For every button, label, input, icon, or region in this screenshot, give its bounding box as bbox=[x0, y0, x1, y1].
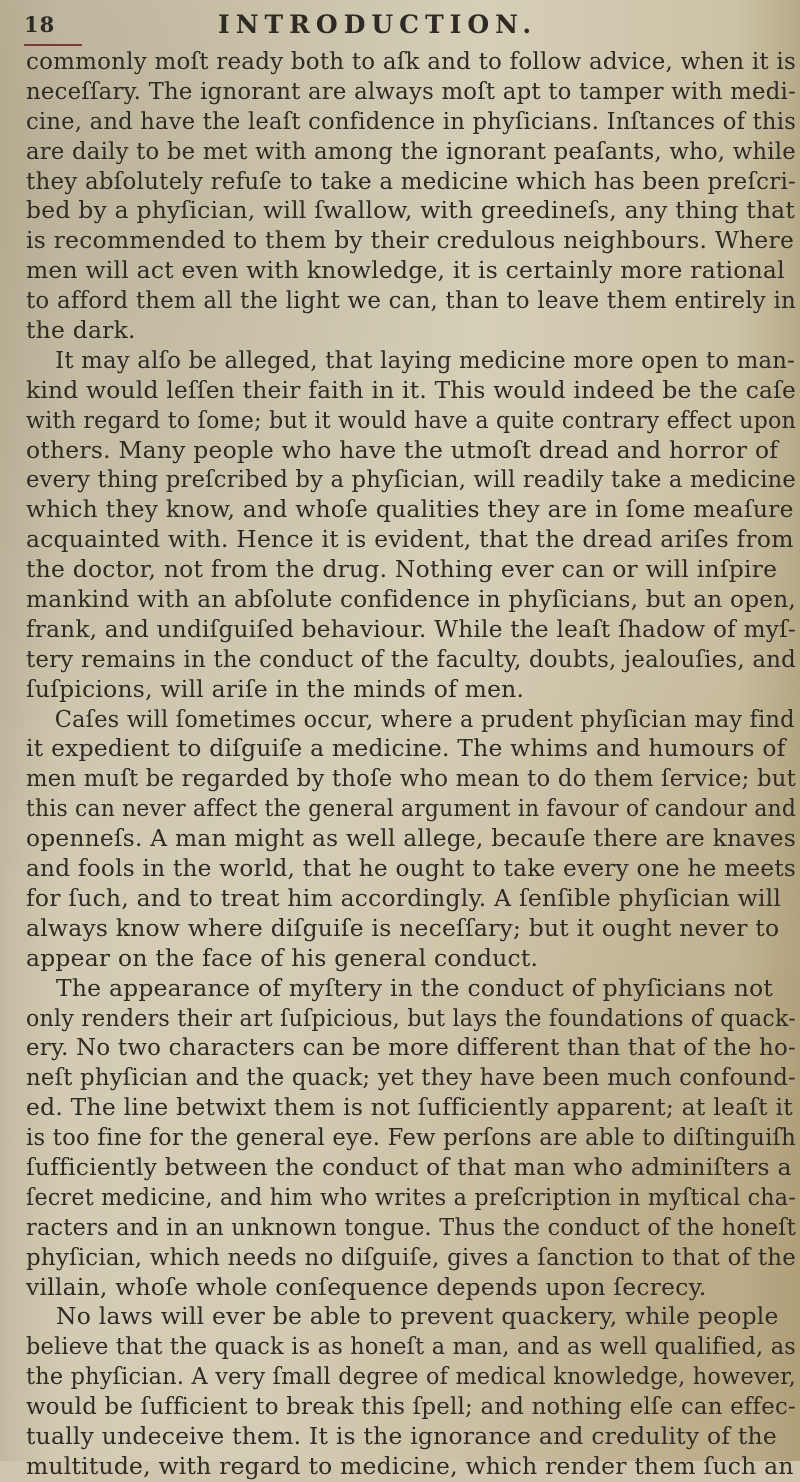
text-line: cine, and have the leaſt confidence in phyſicians. Inſtances of this bbox=[26, 106, 797, 135]
text-line: acquainted with. Hence it is evident, that the dread ariſes from bbox=[26, 525, 794, 554]
text-line: men will act even with knowledge, it is certainly more rational bbox=[26, 256, 785, 285]
text-line: would be ſufficient to break this ſpell; and nothing elſe can effec- bbox=[26, 1392, 796, 1421]
text-line: bed by a phyſician, will ſwallow, with greedineſs, any thing that bbox=[26, 196, 796, 225]
text-line: No laws will ever be able to prevent quackery, while people bbox=[56, 1302, 779, 1331]
text-line: others. Many people who have the utmoſt dread and horror of bbox=[26, 435, 779, 464]
text-line: the phyſician. A very ſmall degree of medical knowledge, however, bbox=[26, 1362, 797, 1391]
text-line: ed. The line betwixt them is not ſufficiently apparent; at leaſt it bbox=[26, 1093, 793, 1122]
text-line: multitude, with regard to medicine, which render them ſuch an bbox=[26, 1451, 794, 1480]
text-line: which they know, and whoſe qualities they are in ſome meaſure bbox=[26, 495, 794, 524]
text-line: neceſſary. The ignorant are always moſt apt to tamper with medi- bbox=[26, 76, 797, 105]
text-line: and fools in the world, that he ought to take every one he meets bbox=[26, 854, 797, 883]
text-line: this can never affect the general argument in favour of candour and bbox=[26, 794, 797, 823]
text-line: villain, whoſe whole conſequence depends upon ſecrecy. bbox=[26, 1272, 707, 1301]
text-line: is recommended to them by their credulous neighbours. Where bbox=[26, 226, 795, 255]
text-line: Caſes will ſometimes occur, where a prudent phyſician may find bbox=[54, 704, 795, 733]
text-line: ſecret medicine, and him who writes a preſcription in myſtical cha- bbox=[26, 1182, 796, 1211]
running-head: INTRODUCTION. bbox=[218, 10, 538, 39]
text-line: it expedient to diſguiſe a medicine. The whims and humours of bbox=[26, 734, 786, 763]
text-line: are daily to be met with among the ignorant peaſants, who, while bbox=[26, 136, 796, 165]
text-line: believe that the quack is as honeſt a man, and as well qualified, as bbox=[26, 1332, 797, 1361]
text-line: frank, and undiſguiſed behaviour. While the leaſt ſhadow of myſ- bbox=[26, 614, 796, 643]
text-line: ſufficiently between the conduct of that man who adminiſters a bbox=[26, 1152, 792, 1181]
page-number: 18 bbox=[24, 12, 56, 37]
text-line: the dark. bbox=[26, 316, 136, 345]
text-line: racters and in an unknown tongue. Thus the conduct of the honeſt bbox=[26, 1212, 797, 1241]
text-line: is too fine for the general eye. Few perſons are able to diſtinguiſh bbox=[26, 1123, 797, 1152]
body-text bbox=[26, 47, 796, 1482]
text-line: ery. No two characters can be more different than that of the ho- bbox=[26, 1033, 796, 1062]
text-line: only renders their art ſuſpicious, but lays the foundations of quack- bbox=[26, 1003, 797, 1032]
text-line: kind would leſſen their faith in it. This would indeed be the caſe bbox=[26, 375, 797, 404]
text-line: they abſolutely refuſe to take a medicine which has been preſcri- bbox=[26, 166, 797, 195]
text-line: tery remains in the conduct of the faculty, doubts, jealouſies, and bbox=[26, 644, 796, 673]
text-line: always know where diſguiſe is neceſſary; but it ought never to bbox=[26, 913, 780, 942]
text-line: men muſt be regarded by thoſe who mean to do them ſervice; but bbox=[26, 764, 796, 793]
text-line: The appearance of myſtery in the conduct of phyſicians not bbox=[56, 973, 774, 1002]
text-line: the doctor, not from the drug. Nothing ever can or will inſpire bbox=[26, 555, 778, 584]
text-line: openneſs. A man might as well allege, becauſe there are knaves bbox=[26, 824, 797, 853]
text-line: mankind with an abſolute confidence in phyſicians, but an open, bbox=[26, 585, 796, 614]
text-line: commonly moſt ready both to aſk and to follow advice, when it is bbox=[26, 47, 797, 75]
text-line: to afford them all the light we can, than to leave them entirely in bbox=[26, 286, 796, 315]
header-rule bbox=[24, 44, 82, 46]
text-line: tually undeceive them. It is the ignorance and credulity of the bbox=[26, 1421, 777, 1450]
text-line: phyſician, which needs no diſguiſe, gives a ſanction to that of the bbox=[26, 1242, 796, 1271]
text-line: every thing preſcribed by a phyſician, will readily take a medicine bbox=[26, 465, 796, 494]
text-line: with regard to ſome; but it would have a quite contrary effect upon bbox=[26, 405, 797, 434]
text-line: ſuſpicions, will ariſe in the minds of men. bbox=[26, 674, 525, 703]
text-line: appear on the face of his general conduct. bbox=[26, 943, 539, 972]
text-line: for ſuch, and to treat him accordingly. A ſenſible phyſician will bbox=[26, 883, 782, 912]
text-line: It may alſo be alleged, that laying medicine more open to man- bbox=[55, 345, 796, 374]
text-line: neſt phyſician and the quack; yet they have been much confound- bbox=[26, 1063, 796, 1092]
